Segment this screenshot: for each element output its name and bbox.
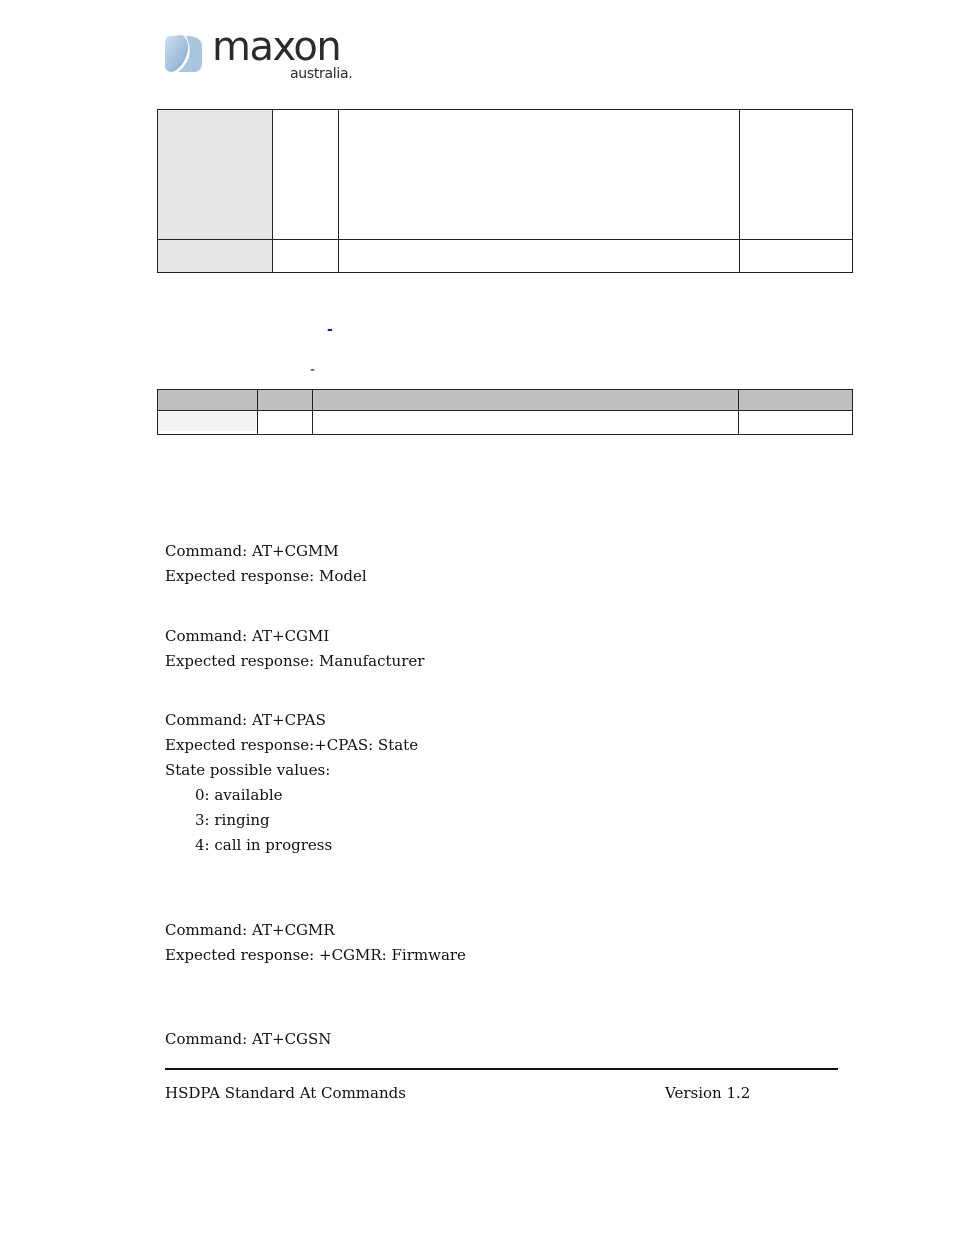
maxon-logo (164, 24, 364, 86)
response-line: Expected response:+CPAS: State (165, 736, 419, 754)
table-cell (273, 110, 339, 240)
command-line: Command: AT+CPAS (165, 711, 326, 729)
maxon-leaf-icon (164, 34, 204, 74)
table-cell (273, 240, 339, 273)
response-line: Expected response: Manufacturer (165, 652, 425, 670)
table-cell (158, 411, 258, 435)
response-line: Expected response: +CGMR: Firmware (165, 946, 466, 964)
table-cell (158, 240, 273, 273)
table-cell (339, 240, 740, 273)
value-item: 0: available (195, 786, 283, 804)
table-row (158, 411, 853, 435)
values-heading: State possible values: (165, 761, 331, 779)
text-dash: - (310, 362, 316, 378)
table-header-cell (258, 390, 313, 411)
table-header-row (158, 390, 853, 411)
response-line: Expected response: Model (165, 567, 367, 585)
command-line: Command: AT+CGMR (165, 921, 335, 939)
logo-subtitle: australia. (290, 66, 353, 82)
table-cell (739, 411, 853, 435)
table-header-cell (158, 390, 258, 411)
footer-title: HSDPA Standard At Commands (165, 1084, 406, 1102)
table-top (157, 109, 853, 273)
table-row (158, 240, 853, 273)
table-cell (740, 110, 853, 240)
table-cell (158, 110, 273, 240)
table-cell (740, 240, 853, 273)
value-item: 3: ringing (195, 811, 270, 829)
table-header-cell (313, 390, 739, 411)
table-cell (313, 411, 739, 435)
command-line: Command: AT+CGMM (165, 542, 339, 560)
table-row (158, 110, 853, 240)
table-header-cell (739, 390, 853, 411)
command-line: Command: AT+CGMI (165, 627, 330, 645)
value-item: 4: call in progress (195, 836, 333, 854)
table-cell (339, 110, 740, 240)
command-line: Command: AT+CGSN (165, 1030, 332, 1048)
footer-version: Version 1.2 (665, 1084, 751, 1102)
table-cell (258, 411, 313, 435)
logo-wordmark: maxon (212, 24, 341, 70)
footer-divider (165, 1068, 838, 1070)
table-bottom (157, 389, 853, 435)
hyperlink-dash[interactable]: - (327, 322, 333, 338)
